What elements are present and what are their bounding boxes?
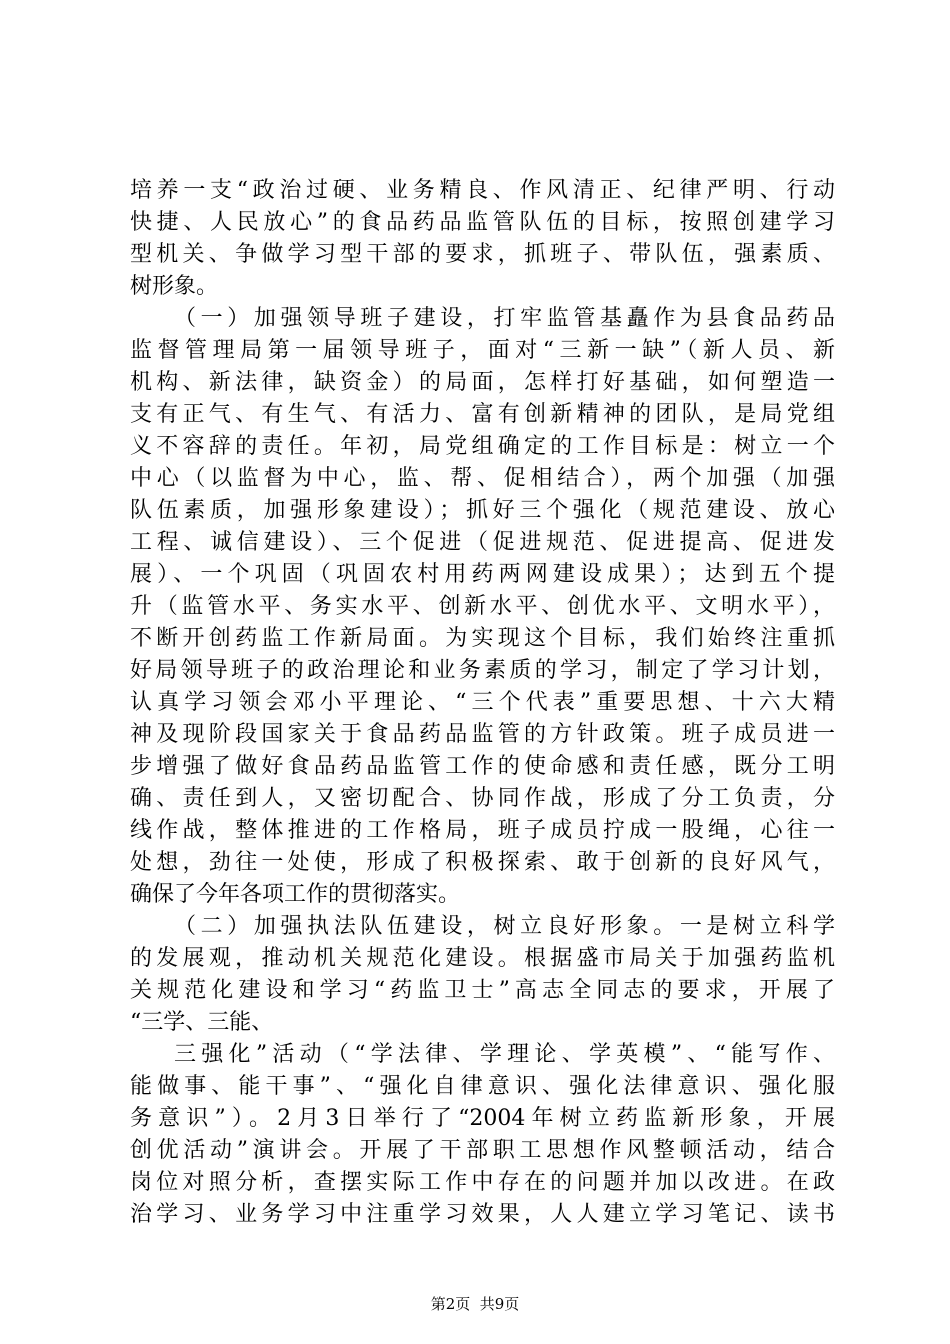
body-text — [130, 175, 835, 1231]
text-line: 义不容辞的责任。年初，局党组确定的工作目标是：树立一个 — [130, 434, 835, 459]
text-line: 务意识”）。2月3日举行了“2004年树立药监新形象，开展 — [130, 1106, 835, 1131]
text-line: 关规范化建设和学习“药监卫士”高志全同志的要求，开展了 — [130, 978, 835, 1003]
text-line: 支有正气、有生气、有活力、富有创新精神的团队，是局党组 — [130, 402, 835, 427]
text-line: 创优活动”演讲会。开展了干部职工思想作风整顿活动，结合 — [130, 1138, 835, 1163]
text-line: 认真学习领会邓小平理论、“三个代表”重要思想、十六大精 — [130, 690, 835, 715]
text-line: 工程、诚信建设）、三个促进（促进规范、促进提高、促进发 — [130, 530, 835, 555]
text-line: 机构、新法律，缺资金）的局面，怎样打好基础，如何塑造一 — [130, 370, 835, 395]
text-line: 快捷、人民放心”的食品药品监管队伍的目标，按照创建学习 — [130, 210, 835, 235]
text-line: 步增强了做好食品药品监管工作的使命感和责任感，既分工明 — [130, 754, 835, 779]
paragraph-start-line: （二）加强执法队伍建设，树立良好形象。一是树立科学 — [174, 914, 835, 939]
text-line: 型机关、争做学习型干部的要求，抓班子、带队伍，强素质、 — [130, 242, 835, 267]
text-line: 神及现阶段国家关于食品药品监管的方针政策。班子成员进一 — [130, 722, 835, 747]
text-line: 线作战，整体推进的工作格局，班子成员拧成一股绳，心往一 — [130, 818, 835, 843]
text-line: “三学、三能、 — [130, 1010, 274, 1035]
text-line: 的发展观，推动机关规范化建设。根据盛市局关于加强药监机 — [130, 946, 835, 971]
text-line: 升（监管水平、务实水平、创新水平、创优水平、文明水平）， — [130, 594, 835, 619]
page-number-footer: 第2页 共9页 — [430, 1295, 520, 1313]
text-line: 确保了今年各项工作的贯彻落实。 — [130, 882, 461, 907]
text-line: 树形象。 — [130, 274, 219, 299]
paragraph-start-line: （一）加强领导班子建设，打牢监管基矗作为县食品药品 — [174, 306, 835, 331]
text-line: 处想，劲往一处使，形成了积极探索、敢于创新的良好风气， — [130, 850, 835, 875]
text-line: 岗位对照分析，查摆实际工作中存在的问题并加以改进。在政 — [130, 1170, 835, 1195]
text-line: 能做事、能干事”、“强化自律意识、强化法律意识、强化服 — [130, 1074, 835, 1099]
text-line: 队伍素质，加强形象建设）；抓好三个强化（规范建设、放心 — [130, 498, 835, 523]
text-line: 治学习、业务学习中注重学习效果，人人建立学习笔记、读书 — [130, 1202, 835, 1227]
text-line: 不断开创药监工作新局面。为实现这个目标，我们始终注重抓 — [130, 626, 835, 651]
text-line: 好局领导班子的政治理论和业务素质的学习，制定了学习计划， — [130, 658, 835, 683]
text-line: 展）、一个巩固（巩固农村用药两网建设成果）；达到五个提 — [130, 562, 835, 587]
text-line: 培养一支“政治过硬、业务精良、作风清正、纪律严明、行动 — [130, 178, 835, 203]
text-line: 中心（以监督为中心，监、帮、促相结合），两个加强（加强 — [130, 466, 835, 491]
text-line: 监督管理局第一届领导班子，面对“三新一缺”（新人员、新 — [130, 338, 835, 363]
text-line: 确、责任到人，又密切配合、协同作战，形成了分工负责，分 — [130, 786, 835, 811]
paragraph-start-line: 三强化”活动（“学法律、学理论、学英模”、“能写作、 — [174, 1042, 835, 1067]
